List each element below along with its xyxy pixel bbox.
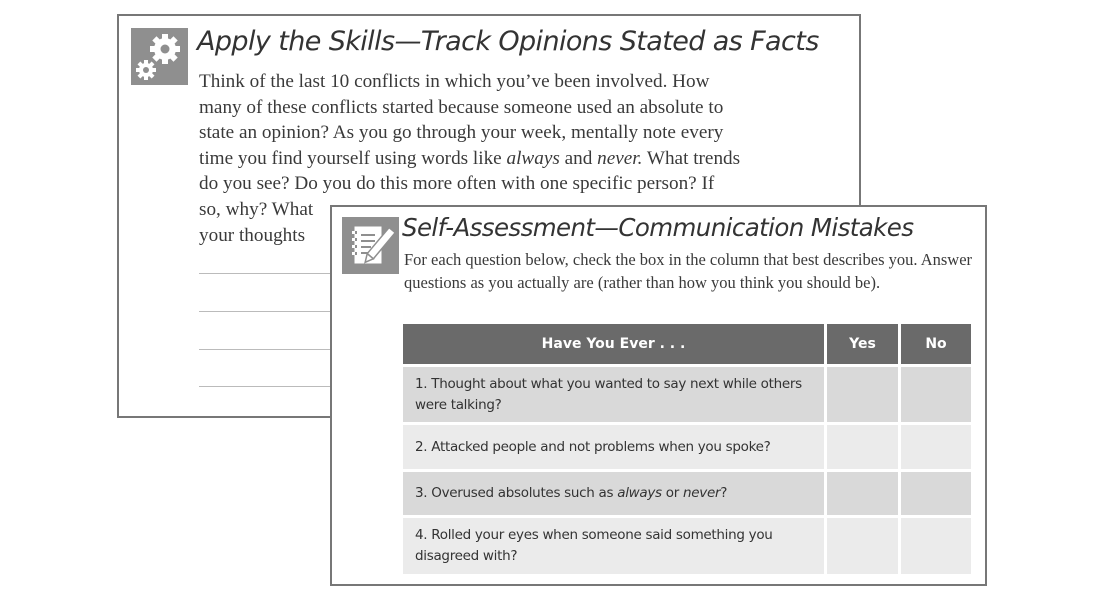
question-cell: 2. Attacked people and not problems when you spoke? [403, 424, 826, 471]
emphasis-text: always [617, 485, 662, 501]
yes-checkbox-cell[interactable] [826, 366, 900, 424]
body-text: What trends [642, 147, 741, 169]
writing-line [199, 311, 334, 312]
body-line: Think of the last 10 conflicts in which you’ve been involved. How [199, 71, 710, 92]
writing-line [199, 349, 334, 350]
column-header-yes: Yes [826, 324, 900, 366]
question-text: ? [720, 485, 728, 501]
body-line [199, 146, 834, 172]
card-title: Apply the Skills—Track Opinions Stated as Facts [197, 26, 819, 57]
yes-checkbox-cell[interactable] [826, 471, 900, 517]
body-line: state an opinion? As you go through your week, mentally note every [199, 122, 724, 144]
body-line: many of these conflicts started because someone used an absolute to [199, 96, 724, 118]
no-checkbox-cell[interactable] [900, 471, 972, 517]
question-cell [403, 471, 826, 517]
column-header-no: No [900, 324, 972, 366]
self-assessment-card [330, 205, 987, 586]
writing-line [199, 273, 334, 274]
emphasis-text: never [683, 485, 721, 501]
card-title: Self-Assessment—Communication Mistakes [402, 213, 914, 242]
body-text: time you find yourself using words like [199, 147, 507, 169]
body-line: your thoughts [199, 224, 306, 246]
table-row [403, 424, 971, 471]
body-line: do you see? Do you do this more often with one specific person? If [199, 173, 715, 195]
question-text: 3. Overused absolutes such as [415, 485, 618, 501]
table-row [403, 366, 971, 424]
gears-icon [131, 28, 188, 85]
emphasis-text: never. [597, 147, 643, 169]
table-row [403, 517, 971, 574]
body-text: and [559, 147, 598, 169]
notepad-pencil-icon [342, 217, 399, 274]
instructions-text: For each question below, check the box in the column that best describes you. Answer questions as you actually are (rather than how you think you should be). [404, 250, 973, 292]
question-text: or [661, 485, 683, 501]
body-line: so, why? What [199, 198, 314, 220]
emphasis-text: always [506, 147, 560, 169]
no-checkbox-cell[interactable] [900, 366, 972, 424]
writing-line [199, 386, 334, 387]
no-checkbox-cell[interactable] [900, 517, 972, 574]
table-row [403, 471, 971, 517]
yes-checkbox-cell[interactable] [826, 517, 900, 574]
question-cell: 4. Rolled your eyes when someone said something you disagreed with? [403, 517, 826, 574]
column-header-question: Have You Ever . . . [403, 324, 826, 366]
question-cell: 1. Thought about what you wanted to say next while others were talking? [403, 366, 826, 424]
assessment-table [403, 324, 971, 574]
no-checkbox-cell[interactable] [900, 424, 972, 471]
yes-checkbox-cell[interactable] [826, 424, 900, 471]
table-header-row [403, 324, 971, 366]
